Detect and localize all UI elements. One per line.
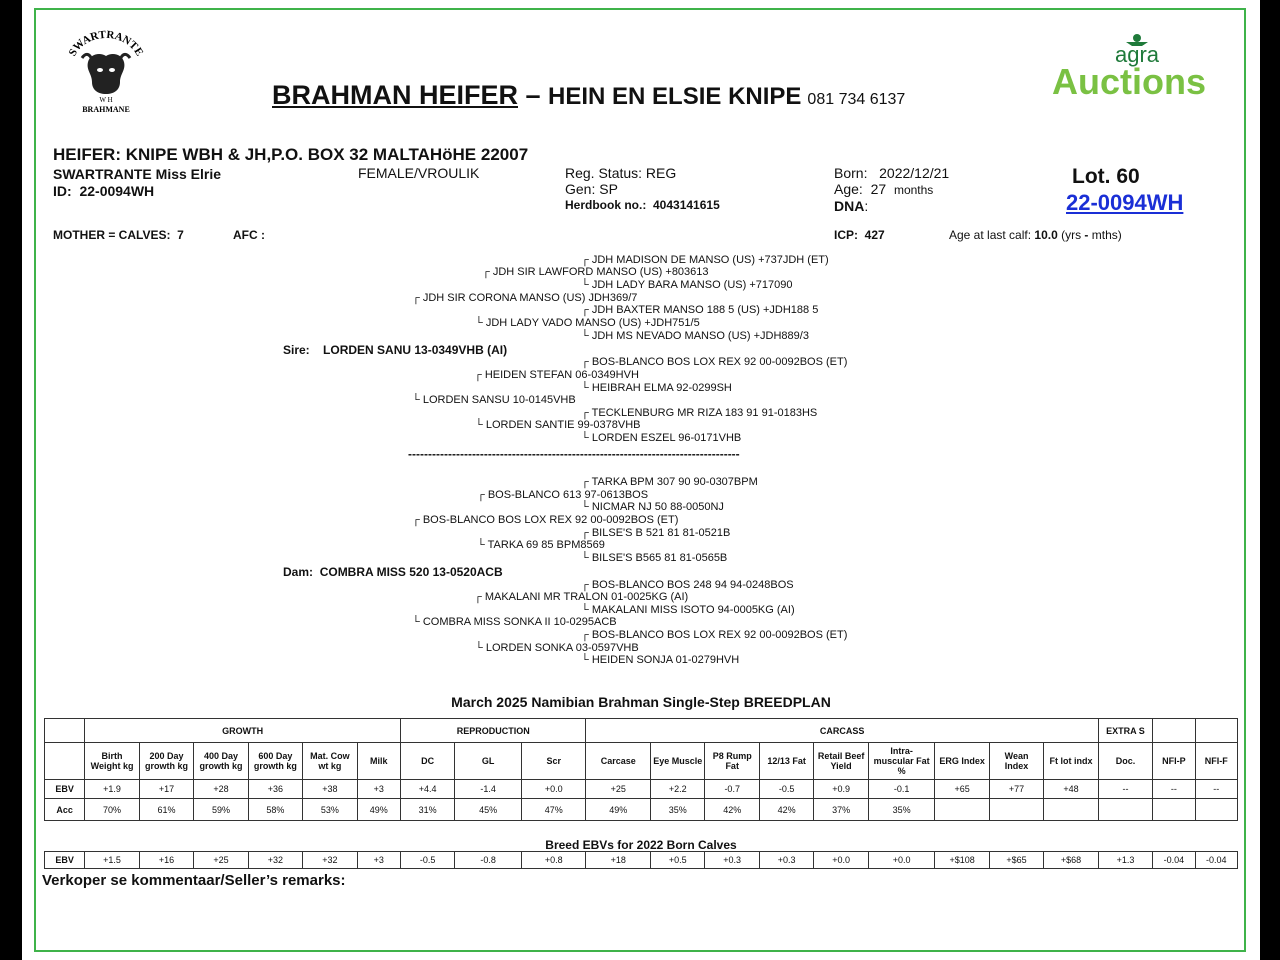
age-label: Age:: [834, 181, 863, 197]
col-header: Intra-muscular Fat %: [868, 743, 935, 780]
breed-ebv-cell: +18: [586, 852, 651, 869]
acc-cell: 42%: [759, 799, 813, 821]
breed-ebv-table: [44, 851, 1238, 869]
acc-cell: 59%: [194, 799, 248, 821]
acc-cell: [989, 799, 1043, 821]
icp-label: ICP:: [834, 228, 858, 242]
pedigree-line: ┌ BOS-BLANCO BOS LOX REX 92 00-0092BOS (ET): [581, 356, 848, 368]
ebv-row: [45, 780, 1238, 799]
pedigree-line: └ BILSE'S B565 81 81-0565B: [581, 552, 728, 564]
dna-label: DNA: [834, 198, 865, 214]
breedplan-title: March 2025 Namibian Brahman Single-Step BREEDPLAN: [451, 694, 831, 710]
acc-cell: 35%: [868, 799, 935, 821]
swartrante-logo: [60, 30, 150, 114]
page-title: [272, 80, 905, 111]
document-page: [22, 0, 1260, 960]
group-carcass: CARCASS: [586, 719, 1098, 743]
breed-ebv-cell: +32: [303, 852, 357, 869]
col-header: 200 Day growth kg: [139, 743, 193, 780]
dam-line: [283, 565, 503, 579]
dam-name: COMBRA MISS 520 13-0520ACB: [319, 565, 503, 579]
ebv-cell: +48: [1044, 780, 1098, 799]
acc-cell: 45%: [455, 799, 522, 821]
col-header: Eye Muscle: [651, 743, 705, 780]
empty-cell: [1195, 719, 1237, 743]
reg-status: Reg. Status: REG: [565, 165, 677, 181]
dna-value: :: [864, 198, 869, 214]
acc-cell: 35%: [651, 799, 705, 821]
ebv-cell: --: [1195, 780, 1237, 799]
col-header: Retail Beef Yield: [814, 743, 868, 780]
ebv-cell: +17: [139, 780, 193, 799]
breed-ebv-cell: +1.3: [1098, 852, 1152, 869]
ebv-cell: +1.9: [85, 780, 139, 799]
pedigree-line: ┌ JDH MADISON DE MANSO (US) +737JDH (ET): [581, 254, 829, 266]
breed-ebv-cell: -0.5: [400, 852, 454, 869]
logo-text-top: SWARTRANTE: [66, 30, 146, 59]
empty-cell: [1153, 719, 1195, 743]
ebv-cell: +38: [303, 780, 357, 799]
svg-text:SWARTRANTE: [67, 30, 146, 58]
herdbook: [565, 198, 720, 212]
animal-name: SWARTRANTE Miss Elrie: [53, 166, 222, 182]
id-value: 22-0094WH: [79, 183, 155, 199]
title-owner: HEIN EN ELSIE KNIPE: [548, 83, 802, 110]
breed-ebv-cell: +32: [248, 852, 302, 869]
pedigree-line: ┌ JDH SIR CORONA MANSO (US) JDH369/7: [412, 292, 638, 304]
pedigree-line: └ COMBRA MISS SONKA II 10-0295ACB: [412, 616, 617, 628]
pedigree-line: └ LORDEN SANSU 10-0145VHB: [412, 394, 576, 406]
ebv-cell: +65: [935, 780, 989, 799]
born: [834, 165, 949, 181]
breed-ebv-cell: +0.0: [814, 852, 868, 869]
col-header: NFI-P: [1153, 743, 1195, 780]
col-header: P8 Rump Fat: [705, 743, 759, 780]
icp: [834, 228, 885, 242]
col-header: Ft lot indx: [1044, 743, 1098, 780]
dna: [834, 198, 868, 214]
col-header: Milk: [357, 743, 400, 780]
row-label-acc: Acc: [45, 799, 85, 821]
col-header: 12/13 Fat: [759, 743, 813, 780]
seller-remarks: Verkoper se kommentaar/Seller’s remarks:: [42, 872, 346, 889]
col-header: DC: [400, 743, 454, 780]
sire-line: [283, 343, 507, 357]
herdbook-value: 4043141615: [653, 198, 720, 212]
breed-ebv-cell: +0.8: [521, 852, 586, 869]
ebv-cell: +2.2: [651, 780, 705, 799]
col-header: 400 Day growth kg: [194, 743, 248, 780]
acc-cell: 49%: [357, 799, 400, 821]
ebv-cell: --: [1098, 780, 1152, 799]
breed-ebv-cell: +$68: [1044, 852, 1098, 869]
acc-row: [45, 799, 1238, 821]
col-header: Scr: [521, 743, 586, 780]
acc-cell: 53%: [303, 799, 357, 821]
agra-auctions-logo: [1034, 32, 1224, 102]
breed-ebv-cell: +0.3: [759, 852, 813, 869]
pedigree-line: ┌ JDH SIR LAWFORD MANSO (US) +803613: [482, 266, 709, 278]
breed-ebv-cell: +3: [357, 852, 400, 869]
corner-cell: [45, 743, 85, 780]
lot-number: Lot. 60: [1072, 165, 1140, 188]
breedplan-table: [44, 718, 1238, 821]
pedigree-line: └ TARKA 69 85 BPM8569: [477, 539, 605, 551]
gen: Gen: SP: [565, 181, 618, 197]
col-header: ERG Index: [935, 743, 989, 780]
lot-id-link[interactable]: 22-0094WH: [1066, 190, 1184, 215]
pedigree-line: └ HEIBRAH ELMA 92-0299SH: [581, 382, 732, 394]
group-extra: EXTRA S: [1098, 719, 1152, 743]
icp-value: 427: [864, 228, 885, 242]
age: [834, 181, 933, 197]
pedigree-line: ┌ MAKALANI MR TRALON 01-0025KG (AI): [474, 591, 689, 603]
pedigree-line: └ LORDEN SONKA 03-0597VHB: [475, 642, 639, 654]
acc-cell: [1153, 799, 1195, 821]
col-header: Doc.: [1098, 743, 1152, 780]
corner-cell: [45, 719, 85, 743]
acc-cell: [1098, 799, 1152, 821]
row-label-ebv: EBV: [45, 780, 85, 799]
breed-ebv-cell: -0.04: [1195, 852, 1237, 869]
pedigree-line: └ JDH MS NEVADO MANSO (US) +JDH889/3: [581, 330, 809, 342]
pedigree-line: ┌ BILSE'S B 521 81 81-0521B: [581, 527, 731, 539]
title-separator: –: [518, 80, 549, 110]
logo-auctions-text: Auctions: [1051, 61, 1207, 102]
pedigree-line: └ MAKALANI MISS ISOTO 94-0005KG (AI): [581, 604, 795, 616]
ebv-cell: +28: [194, 780, 248, 799]
pedigree-line: ┌ BOS-BLANCO 613 97-0613BOS: [477, 489, 649, 501]
born-label: Born:: [834, 165, 868, 181]
breed-ebv-cell: +25: [194, 852, 248, 869]
afc-label: AFC :: [233, 228, 265, 242]
acc-cell: 61%: [139, 799, 193, 821]
breed-ebv-cell: +$108: [935, 852, 989, 869]
acc-cell: 42%: [705, 799, 759, 821]
logo-text-bottom: BRAHMANE: [82, 105, 130, 114]
ebv-cell: +36: [248, 780, 302, 799]
sex: FEMALE/VROULIK: [358, 165, 480, 181]
acc-cell: 37%: [814, 799, 868, 821]
last-calf-unit-b: mths): [1088, 228, 1122, 242]
ebv-cell: +77: [989, 780, 1043, 799]
col-header: NFI-F: [1195, 743, 1237, 780]
last-calf-value: 10.0: [1034, 228, 1058, 242]
ebv-cell: -1.4: [455, 780, 522, 799]
age-unit: months: [893, 183, 934, 197]
col-header: Carcase: [586, 743, 651, 780]
acc-cell: [935, 799, 989, 821]
calves-label: MOTHER = CALVES:: [53, 228, 171, 242]
animal-id: [53, 183, 154, 199]
ebv-cell: -0.5: [759, 780, 813, 799]
dam-label: Dam:: [283, 565, 314, 579]
age-value: 27: [870, 181, 887, 197]
sire-name: LORDEN SANU 13-0349VHB (AI): [323, 343, 508, 357]
acc-cell: 31%: [400, 799, 454, 821]
pedigree-line: ┌ TARKA BPM 307 90 90-0307BPM: [581, 476, 758, 488]
ebv-cell: +25: [586, 780, 651, 799]
breed-ebv-cell: +0.3: [705, 852, 759, 869]
pedigree-line: └ JDH LADY BARA MANSO (US) +717090: [581, 279, 793, 291]
col-header: Birth Weight kg: [85, 743, 139, 780]
breed-ebv-cell: -0.04: [1153, 852, 1195, 869]
pedigree-line: ┌ BOS-BLANCO BOS 248 94 94-0248BOS: [581, 579, 794, 591]
title-main: BRAHMAN HEIFER: [272, 80, 518, 110]
ebv-cell: -0.1: [868, 780, 935, 799]
ebv-cell: --: [1153, 780, 1195, 799]
group-growth: GROWTH: [85, 719, 401, 743]
born-value: 2022/12/21: [879, 165, 950, 181]
breed-ebv-row: [45, 852, 1238, 869]
pedigree-line: └ HEIDEN SONJA 01-0279HVH: [581, 654, 740, 666]
breed-ebv-cell: +0.5: [651, 852, 705, 869]
pedigree-line: └ JDH LADY VADO MANSO (US) +JDH751/5: [475, 317, 700, 329]
breed-ebv-cell: +$65: [989, 852, 1043, 869]
ebv-cell: +0.0: [521, 780, 586, 799]
last-calf-unit-sep: -: [1084, 228, 1089, 242]
calves-value: 7: [177, 228, 184, 242]
acc-cell: 58%: [248, 799, 302, 821]
breed-ebv-cell: +0.0: [868, 852, 935, 869]
acc-cell: [1044, 799, 1098, 821]
pedigree-line: └ NICMAR NJ 50 88-0050NJ: [581, 501, 724, 513]
breed-ebv-cell: +1.5: [85, 852, 139, 869]
pedigree-line: ┌ JDH BAXTER MANSO 188 5 (US) +JDH188 5: [581, 304, 819, 316]
acc-cell: [1195, 799, 1237, 821]
col-header: 600 Day growth kg: [248, 743, 302, 780]
sire-label: Sire:: [283, 343, 310, 357]
ebv-cell: +4.4: [400, 780, 454, 799]
logo-initials: W H: [99, 96, 113, 104]
age-last-calf: [949, 228, 1122, 242]
pedigree-line: ┌ BOS-BLANCO BOS LOX REX 92 00-0092BOS (ET): [412, 514, 679, 526]
pedigree-line: ┌ TECKLENBURG MR RIZA 183 91 91-0183HS: [581, 407, 818, 419]
breed-ebv-title: Breed EBVs for 2022 Born Calves: [545, 838, 737, 852]
row-label-breed-ebv: EBV: [45, 852, 85, 869]
breed-ebv-cell: -0.8: [455, 852, 522, 869]
last-calf-label: Age at last calf:: [949, 228, 1032, 242]
id-label: ID:: [53, 183, 72, 199]
logo-agra-text: agra: [1114, 42, 1160, 67]
col-header: Mat. Cow wt kg: [303, 743, 357, 780]
pedigree-line: ┌ HEIDEN STEFAN 06-0349HVH: [474, 369, 639, 381]
col-header: Wean Index: [989, 743, 1043, 780]
title-phone: 081 734 6137: [807, 91, 906, 108]
last-calf-unit-a: (yrs: [1061, 228, 1085, 242]
mother-calves: [53, 228, 184, 242]
breed-ebv-cell: +16: [139, 852, 193, 869]
herdbook-label: Herdbook no.:: [565, 198, 647, 212]
pedigree-line: └ LORDEN ESZEL 96-0171VHB: [581, 432, 742, 444]
pedigree-line: ┌ BOS-BLANCO BOS LOX REX 92 00-0092BOS (ET): [581, 629, 848, 641]
acc-cell: 49%: [586, 799, 651, 821]
ebv-cell: -0.7: [705, 780, 759, 799]
ebv-cell: +0.9: [814, 780, 868, 799]
acc-cell: 47%: [521, 799, 586, 821]
col-header: GL: [455, 743, 522, 780]
heifer-header: HEIFER: KNIPE WBH & JH,P.O. BOX 32 MALTAHöHE 22007: [53, 145, 529, 164]
acc-cell: 70%: [85, 799, 139, 821]
ebv-cell: +3: [357, 780, 400, 799]
pedigree-line: └ LORDEN SANTIE 99-0378VHB: [475, 419, 641, 431]
group-reproduction: REPRODUCTION: [400, 719, 586, 743]
pedigree-separator: -----------------------------------------------------------------------------------: [408, 447, 740, 461]
